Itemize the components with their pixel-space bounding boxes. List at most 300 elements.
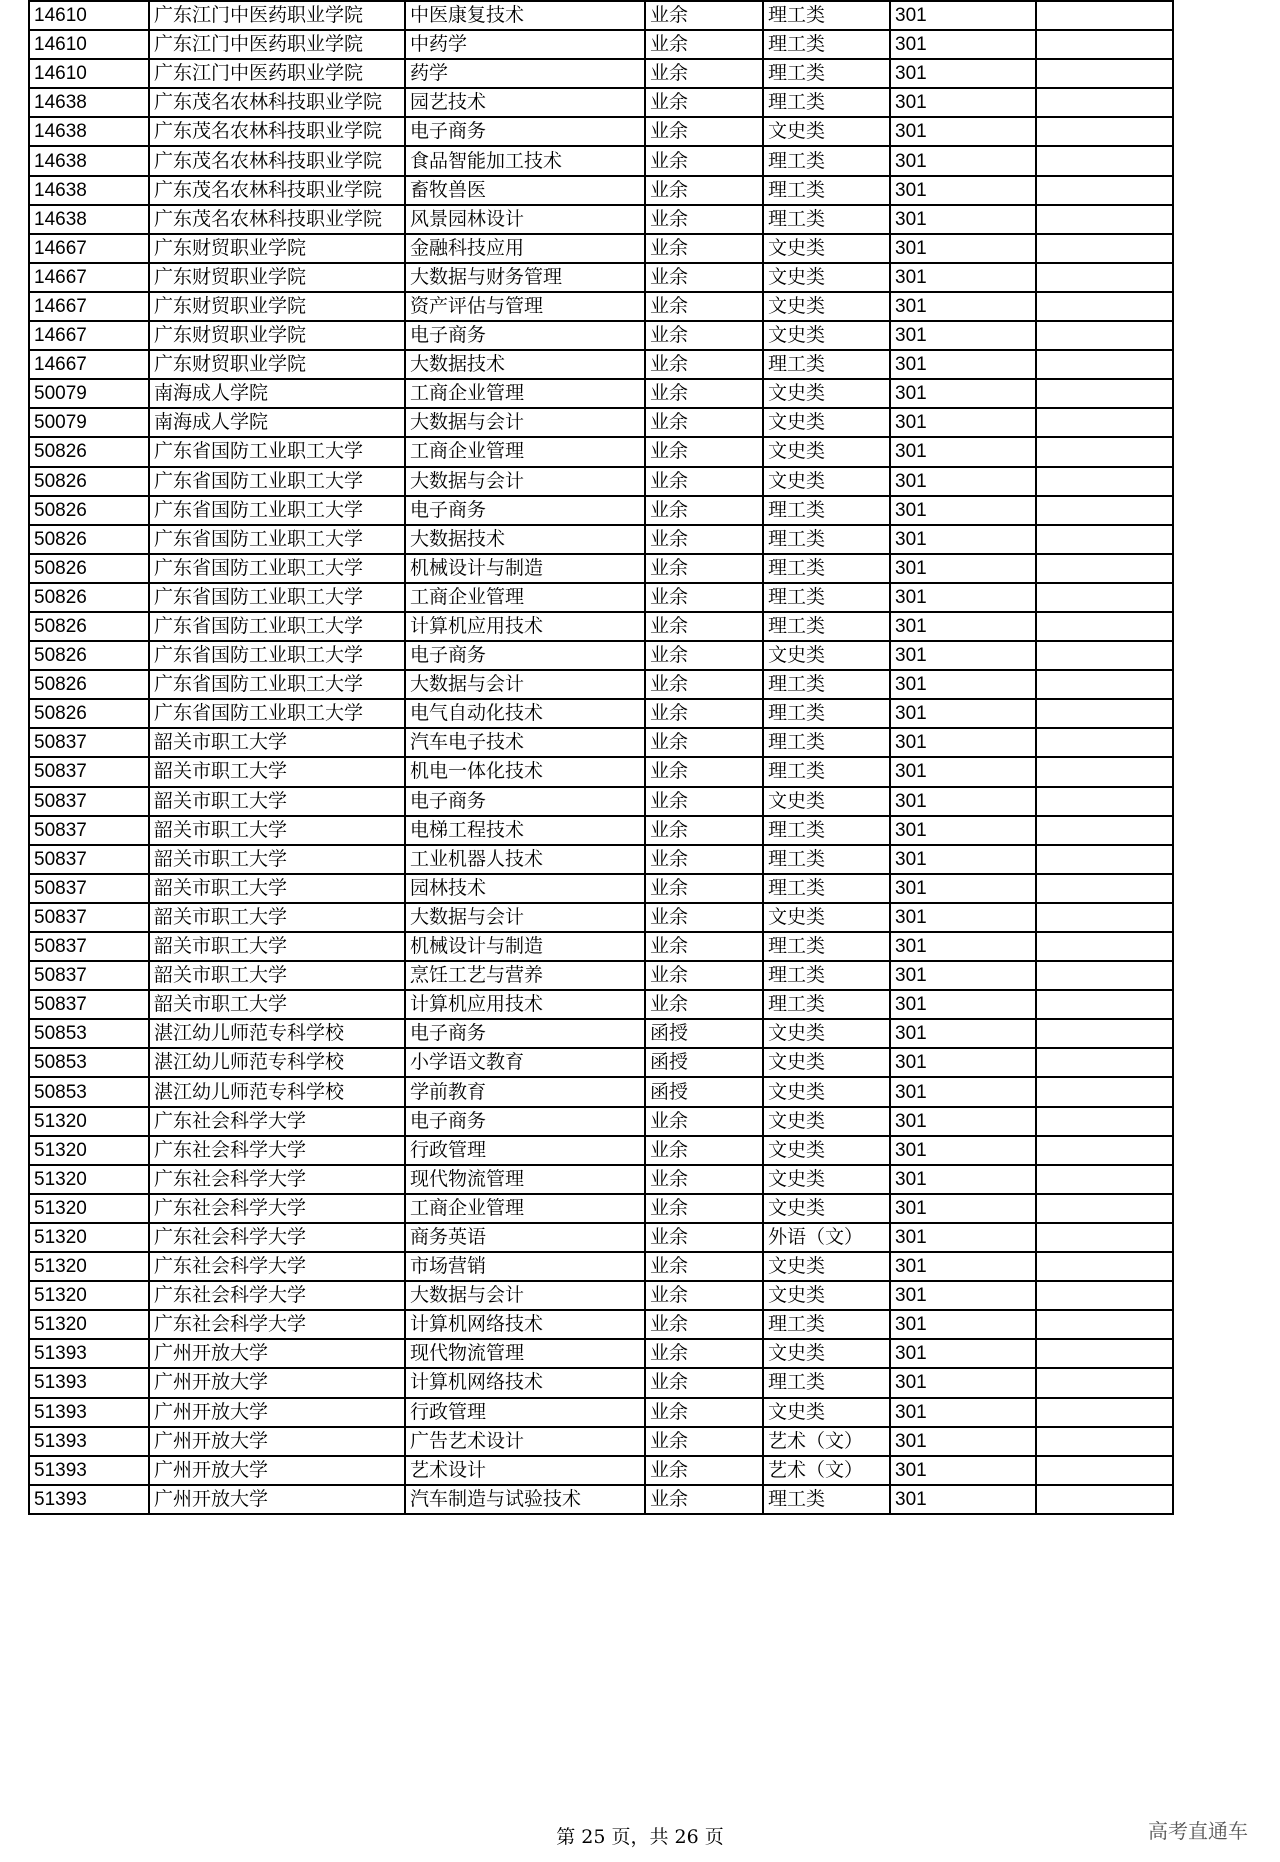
school-name-cell: 广东社会科学大学 [149, 1165, 405, 1194]
table-row [29, 146, 1173, 175]
study-mode-cell: 业余 [645, 1281, 763, 1310]
school-name-cell: 广东社会科学大学 [149, 1194, 405, 1223]
table-row [29, 641, 1173, 670]
study-mode-cell: 业余 [645, 728, 763, 757]
remark-cell [1036, 176, 1173, 205]
study-mode-cell: 业余 [645, 874, 763, 903]
level-code-cell: 301 [890, 234, 1036, 263]
category-cell: 理工类 [763, 699, 890, 728]
school-name-cell: 广东茂名农林科技职业学院 [149, 205, 405, 234]
remark-cell [1036, 59, 1173, 88]
level-code-cell: 301 [890, 1368, 1036, 1397]
remark-cell [1036, 757, 1173, 786]
category-cell: 理工类 [763, 59, 890, 88]
category-cell: 文史类 [763, 117, 890, 146]
school-code-cell: 50837 [29, 903, 149, 932]
school-name-cell: 广东财贸职业学院 [149, 234, 405, 263]
school-name-cell: 广州开放大学 [149, 1398, 405, 1427]
table-row [29, 1, 1173, 30]
table-row [29, 1165, 1173, 1194]
category-cell: 文史类 [763, 1165, 890, 1194]
school-name-cell: 广东省国防工业职工大学 [149, 437, 405, 466]
major-cell: 大数据与会计 [405, 1281, 645, 1310]
level-code-cell: 301 [890, 816, 1036, 845]
study-mode-cell: 业余 [645, 903, 763, 932]
category-cell: 艺术（文） [763, 1456, 890, 1485]
major-cell: 大数据与会计 [405, 670, 645, 699]
category-cell: 文史类 [763, 467, 890, 496]
school-name-cell: 广东财贸职业学院 [149, 292, 405, 321]
school-name-cell: 湛江幼儿师范专科学校 [149, 1019, 405, 1048]
category-cell: 理工类 [763, 757, 890, 786]
table-row [29, 787, 1173, 816]
school-name-cell: 韶关市职工大学 [149, 845, 405, 874]
school-code-cell: 50826 [29, 612, 149, 641]
study-mode-cell: 函授 [645, 1077, 763, 1106]
school-code-cell: 50837 [29, 757, 149, 786]
admission-table [28, 0, 1174, 1515]
remark-cell [1036, 263, 1173, 292]
school-name-cell: 广州开放大学 [149, 1427, 405, 1456]
remark-cell [1036, 321, 1173, 350]
school-name-cell: 广东省国防工业职工大学 [149, 583, 405, 612]
school-code-cell: 50826 [29, 641, 149, 670]
category-cell: 理工类 [763, 845, 890, 874]
table-row [29, 496, 1173, 525]
major-cell: 烹饪工艺与营养 [405, 961, 645, 990]
remark-cell [1036, 1310, 1173, 1339]
major-cell: 电子商务 [405, 787, 645, 816]
category-cell: 文史类 [763, 408, 890, 437]
table-row [29, 612, 1173, 641]
school-code-cell: 50826 [29, 496, 149, 525]
level-code-cell: 301 [890, 874, 1036, 903]
study-mode-cell: 业余 [645, 583, 763, 612]
study-mode-cell: 业余 [645, 757, 763, 786]
study-mode-cell: 业余 [645, 496, 763, 525]
study-mode-cell: 业余 [645, 816, 763, 845]
category-cell: 文史类 [763, 1048, 890, 1077]
study-mode-cell: 业余 [645, 525, 763, 554]
school-code-cell: 14610 [29, 59, 149, 88]
remark-cell [1036, 379, 1173, 408]
category-cell: 文史类 [763, 1107, 890, 1136]
study-mode-cell: 业余 [645, 117, 763, 146]
major-cell: 电子商务 [405, 496, 645, 525]
school-name-cell: 广州开放大学 [149, 1339, 405, 1368]
remark-cell [1036, 292, 1173, 321]
school-code-cell: 51320 [29, 1194, 149, 1223]
school-code-cell: 50837 [29, 961, 149, 990]
study-mode-cell: 业余 [645, 467, 763, 496]
school-name-cell: 韶关市职工大学 [149, 932, 405, 961]
table-row [29, 321, 1173, 350]
major-cell: 学前教育 [405, 1077, 645, 1106]
school-code-cell: 50826 [29, 467, 149, 496]
table-row [29, 1398, 1173, 1427]
remark-cell [1036, 350, 1173, 379]
category-cell: 理工类 [763, 1485, 890, 1514]
major-cell: 计算机网络技术 [405, 1368, 645, 1397]
study-mode-cell: 业余 [645, 961, 763, 990]
level-code-cell: 301 [890, 583, 1036, 612]
school-name-cell: 广东省国防工业职工大学 [149, 641, 405, 670]
study-mode-cell: 业余 [645, 1310, 763, 1339]
table-row [29, 990, 1173, 1019]
school-name-cell: 韶关市职工大学 [149, 961, 405, 990]
remark-cell [1036, 1252, 1173, 1281]
school-code-cell: 50826 [29, 670, 149, 699]
category-cell: 理工类 [763, 583, 890, 612]
study-mode-cell: 业余 [645, 1339, 763, 1368]
category-cell: 理工类 [763, 30, 890, 59]
school-code-cell: 51393 [29, 1485, 149, 1514]
table-row [29, 728, 1173, 757]
category-cell: 文史类 [763, 1252, 890, 1281]
category-cell: 理工类 [763, 496, 890, 525]
table-row [29, 1077, 1173, 1106]
study-mode-cell: 函授 [645, 1048, 763, 1077]
table-row [29, 1252, 1173, 1281]
level-code-cell: 301 [890, 1252, 1036, 1281]
major-cell: 风景园林设计 [405, 205, 645, 234]
school-code-cell: 51393 [29, 1427, 149, 1456]
major-cell: 中医康复技术 [405, 1, 645, 30]
level-code-cell: 301 [890, 1281, 1036, 1310]
study-mode-cell: 业余 [645, 1165, 763, 1194]
school-name-cell: 广东社会科学大学 [149, 1107, 405, 1136]
school-code-cell: 14667 [29, 292, 149, 321]
major-cell: 艺术设计 [405, 1456, 645, 1485]
level-code-cell: 301 [890, 1165, 1036, 1194]
school-name-cell: 广东社会科学大学 [149, 1310, 405, 1339]
table-row [29, 1136, 1173, 1165]
category-cell: 文史类 [763, 321, 890, 350]
school-name-cell: 韶关市职工大学 [149, 787, 405, 816]
category-cell: 艺术（文） [763, 1427, 890, 1456]
level-code-cell: 301 [890, 408, 1036, 437]
category-cell: 理工类 [763, 728, 890, 757]
major-cell: 金融科技应用 [405, 234, 645, 263]
table-row [29, 88, 1173, 117]
level-code-cell: 301 [890, 205, 1036, 234]
school-code-cell: 14667 [29, 234, 149, 263]
major-cell: 行政管理 [405, 1136, 645, 1165]
level-code-cell: 301 [890, 554, 1036, 583]
study-mode-cell: 业余 [645, 205, 763, 234]
level-code-cell: 301 [890, 496, 1036, 525]
school-name-cell: 广东社会科学大学 [149, 1136, 405, 1165]
level-code-cell: 301 [890, 1194, 1036, 1223]
school-code-cell: 50826 [29, 583, 149, 612]
level-code-cell: 301 [890, 1077, 1036, 1106]
category-cell: 理工类 [763, 670, 890, 699]
category-cell: 外语（文） [763, 1223, 890, 1252]
remark-cell [1036, 1019, 1173, 1048]
category-cell: 理工类 [763, 350, 890, 379]
study-mode-cell: 业余 [645, 787, 763, 816]
school-code-cell: 14667 [29, 321, 149, 350]
category-cell: 理工类 [763, 990, 890, 1019]
table-row [29, 292, 1173, 321]
remark-cell [1036, 525, 1173, 554]
remark-cell [1036, 903, 1173, 932]
table-row [29, 467, 1173, 496]
table-row [29, 59, 1173, 88]
table-row [29, 699, 1173, 728]
major-cell: 计算机应用技术 [405, 612, 645, 641]
school-name-cell: 韶关市职工大学 [149, 874, 405, 903]
table-row [29, 554, 1173, 583]
level-code-cell: 301 [890, 437, 1036, 466]
category-cell: 理工类 [763, 874, 890, 903]
category-cell: 文史类 [763, 1136, 890, 1165]
major-cell: 计算机网络技术 [405, 1310, 645, 1339]
school-code-cell: 51320 [29, 1281, 149, 1310]
major-cell: 电梯工程技术 [405, 816, 645, 845]
remark-cell [1036, 88, 1173, 117]
school-name-cell: 广东财贸职业学院 [149, 350, 405, 379]
school-name-cell: 广东省国防工业职工大学 [149, 525, 405, 554]
major-cell: 计算机应用技术 [405, 990, 645, 1019]
major-cell: 机械设计与制造 [405, 932, 645, 961]
study-mode-cell: 业余 [645, 408, 763, 437]
school-name-cell: 湛江幼儿师范专科学校 [149, 1048, 405, 1077]
level-code-cell: 301 [890, 88, 1036, 117]
school-name-cell: 韶关市职工大学 [149, 990, 405, 1019]
remark-cell [1036, 408, 1173, 437]
remark-cell [1036, 612, 1173, 641]
category-cell: 理工类 [763, 176, 890, 205]
school-name-cell: 广东茂名农林科技职业学院 [149, 117, 405, 146]
table-body [29, 1, 1173, 1514]
school-code-cell: 50837 [29, 845, 149, 874]
major-cell: 食品智能加工技术 [405, 146, 645, 175]
school-name-cell: 广东省国防工业职工大学 [149, 699, 405, 728]
table-row [29, 816, 1173, 845]
level-code-cell: 301 [890, 176, 1036, 205]
school-code-cell: 50853 [29, 1077, 149, 1106]
table-row [29, 670, 1173, 699]
major-cell: 广告艺术设计 [405, 1427, 645, 1456]
school-name-cell: 广东财贸职业学院 [149, 321, 405, 350]
category-cell: 文史类 [763, 1077, 890, 1106]
study-mode-cell: 业余 [645, 699, 763, 728]
school-code-cell: 51393 [29, 1368, 149, 1397]
school-name-cell: 韶关市职工大学 [149, 903, 405, 932]
school-code-cell: 51393 [29, 1456, 149, 1485]
study-mode-cell: 业余 [645, 176, 763, 205]
school-name-cell: 广州开放大学 [149, 1368, 405, 1397]
level-code-cell: 301 [890, 1048, 1036, 1077]
major-cell: 行政管理 [405, 1398, 645, 1427]
category-cell: 文史类 [763, 903, 890, 932]
remark-cell [1036, 1456, 1173, 1485]
remark-cell [1036, 1165, 1173, 1194]
school-name-cell: 广东江门中医药职业学院 [149, 59, 405, 88]
study-mode-cell: 业余 [645, 437, 763, 466]
major-cell: 机电一体化技术 [405, 757, 645, 786]
remark-cell [1036, 699, 1173, 728]
category-cell: 文史类 [763, 1019, 890, 1048]
study-mode-cell: 业余 [645, 612, 763, 641]
school-code-cell: 14667 [29, 350, 149, 379]
school-name-cell: 广东茂名农林科技职业学院 [149, 176, 405, 205]
major-cell: 园艺技术 [405, 88, 645, 117]
study-mode-cell: 业余 [645, 321, 763, 350]
page-number: 第 25 页，共 26 页 [556, 1826, 724, 1848]
major-cell: 大数据与会计 [405, 408, 645, 437]
study-mode-cell: 业余 [645, 1456, 763, 1485]
remark-cell [1036, 787, 1173, 816]
school-name-cell: 韶关市职工大学 [149, 757, 405, 786]
school-code-cell: 14610 [29, 30, 149, 59]
remark-cell [1036, 670, 1173, 699]
category-cell: 文史类 [763, 787, 890, 816]
level-code-cell: 301 [890, 1, 1036, 30]
major-cell: 现代物流管理 [405, 1339, 645, 1368]
remark-cell [1036, 990, 1173, 1019]
school-code-cell: 50079 [29, 379, 149, 408]
remark-cell [1036, 554, 1173, 583]
school-name-cell: 广东省国防工业职工大学 [149, 670, 405, 699]
remark-cell [1036, 1136, 1173, 1165]
school-code-cell: 50837 [29, 728, 149, 757]
school-code-cell: 50837 [29, 990, 149, 1019]
category-cell: 理工类 [763, 1, 890, 30]
table-row [29, 1427, 1173, 1456]
category-cell: 理工类 [763, 612, 890, 641]
remark-cell [1036, 1427, 1173, 1456]
level-code-cell: 301 [890, 525, 1036, 554]
table-row [29, 903, 1173, 932]
category-cell: 理工类 [763, 932, 890, 961]
level-code-cell: 301 [890, 932, 1036, 961]
major-cell: 电子商务 [405, 641, 645, 670]
remark-cell [1036, 583, 1173, 612]
table-row [29, 845, 1173, 874]
remark-cell [1036, 1339, 1173, 1368]
level-code-cell: 301 [890, 787, 1036, 816]
school-code-cell: 51393 [29, 1398, 149, 1427]
remark-cell [1036, 234, 1173, 263]
category-cell: 文史类 [763, 379, 890, 408]
remark-cell [1036, 437, 1173, 466]
table-row [29, 30, 1173, 59]
table-row [29, 961, 1173, 990]
remark-cell [1036, 1048, 1173, 1077]
school-code-cell: 50853 [29, 1048, 149, 1077]
level-code-cell: 301 [890, 30, 1036, 59]
major-cell: 大数据与会计 [405, 467, 645, 496]
level-code-cell: 301 [890, 467, 1036, 496]
level-code-cell: 301 [890, 961, 1036, 990]
study-mode-cell: 业余 [645, 1223, 763, 1252]
study-mode-cell: 业余 [645, 1107, 763, 1136]
table-row [29, 234, 1173, 263]
table-row [29, 1310, 1173, 1339]
remark-cell [1036, 1398, 1173, 1427]
school-name-cell: 广东社会科学大学 [149, 1281, 405, 1310]
remark-cell [1036, 845, 1173, 874]
major-cell: 畜牧兽医 [405, 176, 645, 205]
level-code-cell: 301 [890, 59, 1036, 88]
school-code-cell: 51320 [29, 1310, 149, 1339]
school-name-cell: 南海成人学院 [149, 379, 405, 408]
school-name-cell: 广东江门中医药职业学院 [149, 1, 405, 30]
category-cell: 理工类 [763, 88, 890, 117]
study-mode-cell: 业余 [645, 1252, 763, 1281]
major-cell: 电子商务 [405, 321, 645, 350]
category-cell: 理工类 [763, 1310, 890, 1339]
major-cell: 汽车制造与试验技术 [405, 1485, 645, 1514]
category-cell: 文史类 [763, 1398, 890, 1427]
school-code-cell: 14638 [29, 176, 149, 205]
category-cell: 理工类 [763, 961, 890, 990]
level-code-cell: 301 [890, 117, 1036, 146]
category-cell: 理工类 [763, 1368, 890, 1397]
major-cell: 汽车电子技术 [405, 728, 645, 757]
table-row [29, 1339, 1173, 1368]
remark-cell [1036, 961, 1173, 990]
category-cell: 文史类 [763, 641, 890, 670]
school-code-cell: 50826 [29, 437, 149, 466]
table-row [29, 1048, 1173, 1077]
major-cell: 现代物流管理 [405, 1165, 645, 1194]
study-mode-cell: 业余 [645, 1136, 763, 1165]
school-code-cell: 50837 [29, 816, 149, 845]
level-code-cell: 301 [890, 757, 1036, 786]
study-mode-cell: 业余 [645, 292, 763, 321]
major-cell: 电子商务 [405, 1107, 645, 1136]
category-cell: 理工类 [763, 525, 890, 554]
category-cell: 文史类 [763, 263, 890, 292]
remark-cell [1036, 1281, 1173, 1310]
category-cell: 理工类 [763, 146, 890, 175]
table-row [29, 117, 1173, 146]
school-code-cell: 51320 [29, 1223, 149, 1252]
study-mode-cell: 业余 [645, 990, 763, 1019]
major-cell: 大数据与会计 [405, 903, 645, 932]
study-mode-cell: 业余 [645, 1, 763, 30]
category-cell: 文史类 [763, 292, 890, 321]
table-row [29, 874, 1173, 903]
major-cell: 市场营销 [405, 1252, 645, 1281]
table-row [29, 437, 1173, 466]
study-mode-cell: 业余 [645, 30, 763, 59]
study-mode-cell: 业余 [645, 670, 763, 699]
remark-cell [1036, 641, 1173, 670]
remark-cell [1036, 117, 1173, 146]
school-code-cell: 50826 [29, 525, 149, 554]
level-code-cell: 301 [890, 728, 1036, 757]
level-code-cell: 301 [890, 1456, 1036, 1485]
major-cell: 大数据技术 [405, 525, 645, 554]
major-cell: 中药学 [405, 30, 645, 59]
major-cell: 工商企业管理 [405, 379, 645, 408]
remark-cell [1036, 146, 1173, 175]
level-code-cell: 301 [890, 845, 1036, 874]
school-code-cell: 50837 [29, 874, 149, 903]
category-cell: 文史类 [763, 1194, 890, 1223]
table-row [29, 1107, 1173, 1136]
school-code-cell: 51320 [29, 1107, 149, 1136]
study-mode-cell: 业余 [645, 59, 763, 88]
category-cell: 文史类 [763, 437, 890, 466]
school-code-cell: 50853 [29, 1019, 149, 1048]
level-code-cell: 301 [890, 1339, 1036, 1368]
table-row [29, 1223, 1173, 1252]
